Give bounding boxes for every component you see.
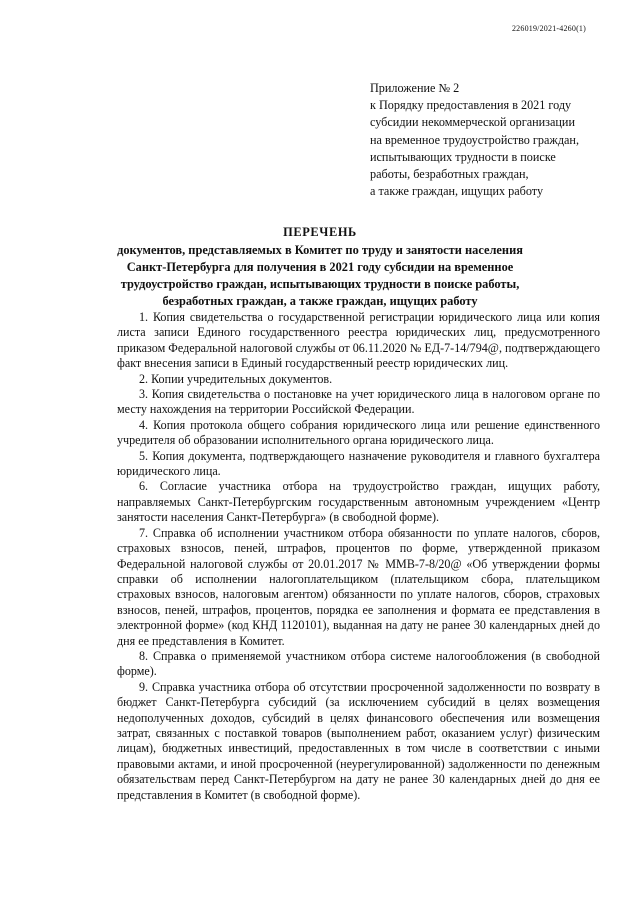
title-heading: ПЕРЕЧЕНЬ	[283, 225, 357, 239]
list-item: 5. Копия документа, подтверждающего назначение руководителя и главного бухгалтера юридического лица.	[117, 448, 600, 479]
list-item: 9. Справка участника отбора об отсутствии просроченной задолженности по возврату в бюджет Санкт-Петербурга субсидий (за исключением субсидий в целях возмещения недополученных доходов, субсидий в целях финансового обеспечения или возмещения затрат, связанных с поставкой товаров (выполнением работ, оказанием услуг) физическим лицам), бюджетных инвестиций, предоставленных в том числе в соответствии с иными правовыми актами, и иной просроченной (неурегулированной) задолженности по денежным обязательствам перед Санкт-Петербургом на дату не ранее 30 календарных дней до дня ее представления в Комитет (в свободной форме).	[117, 679, 600, 802]
list-item: 7. Справка об исполнении участником отбора обязанности по уплате налогов, сборов, страховых взносов, пеней, штрафов, процентов по форме, утвержденной приказом Федеральной налоговой службы от 20.01.2017 № ММВ-7-8/20@ «Об утверждении формы справки об исполнении налогоплательщиком (плательщиком сбора, плательщиком страховых взносов, налоговым агентом) обязанности по уплате налогов, сборов, страховых взносов, пеней, штрафов, процентов, порядка ее заполнения и формата ее представления в электронной форме» (код КНД 1120101), выданная на дату не ранее 30 календарных дней до дня ее представления в Комитет.	[117, 525, 600, 648]
appendix-line: субсидии некоммерческой организации	[370, 115, 575, 130]
registration-stamp: 226019/2021-4260(1)	[511, 24, 586, 33]
appendix-line: работы, безработных граждан,	[370, 167, 529, 182]
title-line: Санкт-Петербурга для получения в 2021 году субсидии на временное	[126, 260, 514, 274]
list-item: 8. Справка о применяемой участником отбора системе налогообложения (в свободной форме).	[117, 648, 600, 679]
title-line: безработных граждан, а также граждан, ищущих работу	[162, 294, 478, 308]
title-line: трудоустройство граждан, испытывающих трудности в поиске работы,	[120, 277, 520, 291]
appendix-line: к Порядку предоставления в 2021 году	[370, 98, 572, 113]
appendix-block	[370, 80, 620, 200]
list-item: 1. Копия свидетельства о государственной регистрации юридического лица или копия листа записи Единого государственного реестра юридических лиц, предусмотренного приказом Федеральной налоговой службы от 06.11.2020 № ЕД-7-14/794@, подтверждающего факт внесения записи в Единый государственный реестр юридических лиц.	[117, 310, 600, 371]
appendix-line: на временное трудоустройство граждан,	[370, 132, 580, 147]
document-list	[117, 310, 600, 803]
list-item: 2. Копии учредительных документов.	[139, 371, 333, 386]
document-title	[0, 224, 640, 310]
title-line: документов, представляемых в Комитет по труду и занятости населения	[117, 243, 523, 257]
list-item: 6. Согласие участника отбора на трудоустройство граждан, ищущих работу, направляемых Санкт-Петербургским государственным автономным учреждением «Центр занятости населения Санкт-Петербурга» (в свободной форме).	[117, 479, 600, 525]
appendix-line: а также граждан, ищущих работу	[370, 184, 544, 199]
list-item: 4. Копия протокола общего собрания юридического лица или решение единственного учредителя об образовании исполнительного органа юридического лица.	[117, 417, 600, 448]
appendix-line: испытывающих трудности в поиске	[370, 149, 556, 164]
list-item: 3. Копия свидетельства о постановке на учет юридического лица в налоговом органе по месту нахождения на территории Российской Федерации.	[117, 387, 600, 417]
appendix-line: Приложение № 2	[370, 81, 460, 95]
